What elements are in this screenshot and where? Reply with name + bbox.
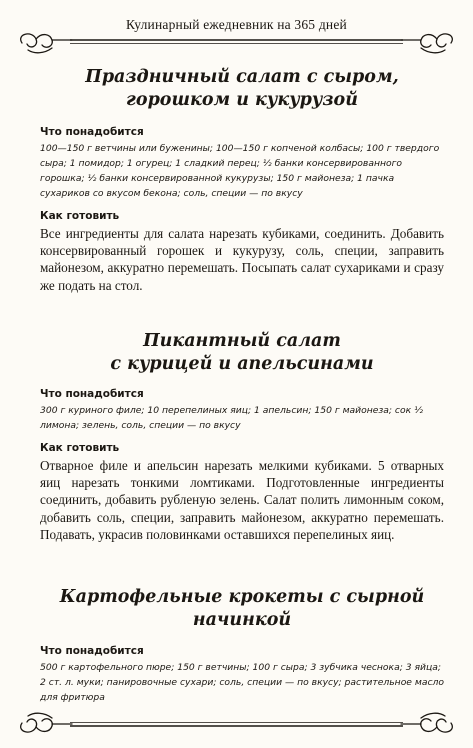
method-heading: Как готовить (40, 442, 120, 454)
footer-ornament (14, 708, 459, 738)
recipe-potato-croquettes (40, 586, 444, 705)
ingredients-heading: Что понадобится (40, 126, 144, 138)
recipe-title (40, 66, 444, 112)
method-text: Все ингредиенты для салата нарезать кубиками, соединить. Добавить консервированный горошек и кукурузу, соль, специи, заправить майонезом, аккуратно перемешать. Посыпать салат сухариками и сразу же подать на стол. (40, 226, 444, 293)
running-header-title: Кулинарный ежедневник на 365 дней (126, 17, 347, 32)
recipe-holiday-salad (40, 66, 444, 294)
recipe-title-line-2: горошком и кукурузой (126, 90, 358, 110)
ingredients-list: 100—150 г ветчины или буженины; 100—150 г копченой колбасы; 100 г твердого сыра; 1 помидор; 1 огурец; 1 сладкий перец; ½ банки консервированного горошка; ½ банки консервированной кукурузы; 150 г майонеза; 1 пачка сухариков со вкусом бекона; соль, специи — по вкусу (40, 143, 440, 199)
ingredients-heading: Что понадобится (40, 388, 144, 400)
method-text: Отварное филе и апельсин нарезать мелкими кубиками. 5 отварных яиц нарезать тонкими ломтиками. Подготовленные ингредиенты соединить, добавить рубленую зелень. Салат полить лимонным соком, добавить соль, специи, заправить майонезом, аккуратно перемешать. Подавать, украсив половинками оставшихся перепелиных яиц. (40, 458, 444, 542)
page-header (0, 0, 473, 62)
header-ornament (14, 28, 459, 58)
recipe-chicken-orange-salad (40, 330, 444, 543)
recipe-title-line-1: Праздничный салат с сыром, (85, 67, 399, 87)
ingredients-list: 500 г картофельного пюре; 150 г ветчины; 100 г сыра; 3 зубчика чеснока; 3 яйца; 2 ст. л. муки; панировочные сухари; соль, специи — по вкусу; растительное масло для фритюра (40, 662, 444, 703)
method-heading: Как готовить (40, 210, 120, 222)
recipe-title: Картофельные крокеты с сырной начинкой (59, 587, 425, 630)
ingredients-heading: Что понадобится (40, 645, 144, 657)
recipe-title-line-1: Пикантный салат (143, 331, 341, 351)
recipe-title (40, 330, 444, 376)
ingredients-list: 300 г куриного филе; 10 перепелиных яиц; 1 апельсин; 150 г майонеза; сок ½ лимона; зелень, соль, специи — по вкусу (40, 405, 423, 431)
recipe-title-line-2: с курицей и апельсинами (110, 354, 374, 374)
